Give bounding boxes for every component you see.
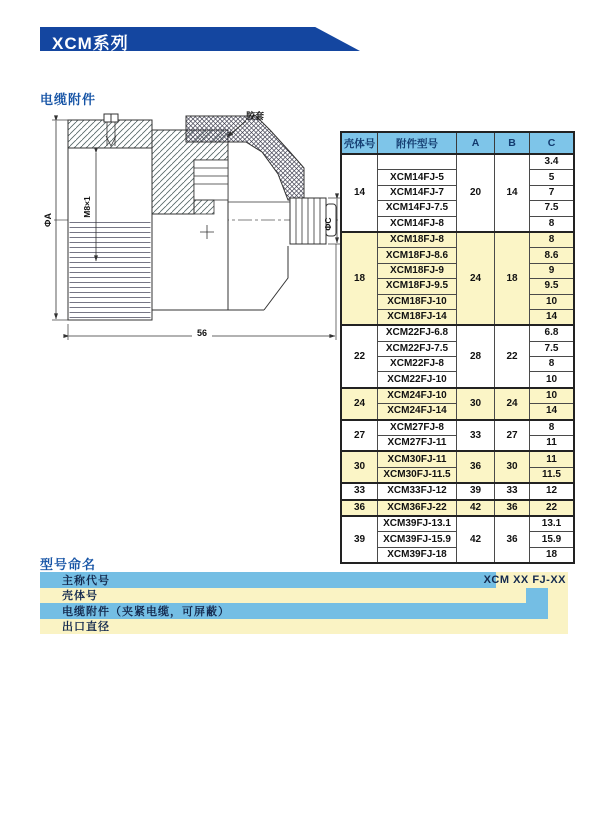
model-cell: XCM39FJ-15.9 — [378, 532, 457, 547]
dim-c-cell: 13.1 — [530, 516, 575, 532]
naming-bar-riser — [526, 588, 548, 604]
connector-cross-section-drawing — [40, 108, 342, 352]
dim-c-cell: 11 — [530, 436, 575, 452]
model-cell: XCM14FJ-5 — [378, 170, 457, 185]
dim-c-cell: 11 — [530, 451, 575, 467]
dim-c-cell: 9 — [530, 263, 575, 278]
thread-label: M8×1 — [82, 196, 92, 218]
model-cell: XCM18FJ-10 — [378, 294, 457, 309]
dim-a-cell: 36 — [457, 451, 495, 483]
dim-c-cell: 10 — [530, 388, 575, 404]
dim-c-cell: 15.9 — [530, 532, 575, 547]
dim-a-cell: 20 — [457, 154, 495, 232]
col-header-model: 附件型号 — [378, 132, 457, 154]
model-cell: XCM18FJ-9 — [378, 263, 457, 278]
model-cell: XCM27FJ-11 — [378, 436, 457, 452]
table-row — [341, 325, 574, 341]
shell-cell: 36 — [341, 500, 378, 516]
col-header-a: A — [457, 132, 495, 154]
shell-cell: 18 — [341, 232, 378, 325]
model-cell: XCM18FJ-8.6 — [378, 248, 457, 263]
table-row — [341, 500, 574, 516]
model-cell: XCM30FJ-11 — [378, 451, 457, 467]
accessory-table — [340, 131, 575, 564]
dim-a-cell: 42 — [457, 500, 495, 516]
dim-c-cell: 14 — [530, 309, 575, 325]
model-cell: XCM22FJ-6.8 — [378, 325, 457, 341]
dim-c-cell: 8 — [530, 357, 575, 372]
shell-cell: 30 — [341, 451, 378, 483]
naming-label-outlet-diameter: 出口直径 — [62, 621, 110, 634]
dim-a-cell: 28 — [457, 325, 495, 388]
dim-c-cell: 10 — [530, 294, 575, 309]
col-header-b: B — [495, 132, 530, 154]
series-title: XCM系列 — [52, 34, 129, 53]
dim-c-cell: 12 — [530, 483, 575, 499]
naming-label-cable-accessory: 电缆附件（夹紧电缆，可屏蔽） — [62, 605, 230, 618]
model-cell: XCM18FJ-14 — [378, 309, 457, 325]
nut-knurling — [70, 222, 151, 318]
model-cell: XCM39FJ-18 — [378, 547, 457, 563]
dim-c-cell: 22 — [530, 500, 575, 516]
dim-b-cell: 33 — [495, 483, 530, 499]
shell-cell: 14 — [341, 154, 378, 232]
col-header-c: C — [530, 132, 575, 154]
dim-a-cell: 30 — [457, 388, 495, 420]
model-naming-heading: 型号命名 — [40, 557, 97, 572]
table-row — [341, 232, 574, 248]
dim-c-cell: 9.5 — [530, 279, 575, 294]
shell-cell: 22 — [341, 325, 378, 388]
dim-c-cell: 14 — [530, 404, 575, 420]
model-cell — [378, 154, 457, 170]
dim-c-cell: 10 — [530, 372, 575, 388]
shell-cell: 39 — [341, 516, 378, 563]
dim-c-cell: 18 — [530, 547, 575, 563]
rear-cone-outline — [228, 202, 290, 310]
model-cell: XCM22FJ-7.5 — [378, 341, 457, 356]
dim-b-cell: 14 — [495, 154, 530, 232]
dim-b-cell: 27 — [495, 420, 530, 452]
dim-a-cell: 42 — [457, 516, 495, 563]
dim-a-cell: 24 — [457, 232, 495, 325]
dim-b-cell: 24 — [495, 388, 530, 420]
table-row — [341, 154, 574, 170]
dim-c-cell: 7.5 — [530, 341, 575, 356]
dim-b-cell: 18 — [495, 232, 530, 325]
dim-c-cell: 6.8 — [530, 325, 575, 341]
naming-code-text: XCM XX FJ-XX — [483, 573, 566, 586]
model-cell: XCM30FJ-11.5 — [378, 467, 457, 483]
shell-cell: 24 — [341, 388, 378, 420]
dim-c-cell: 8 — [530, 232, 575, 248]
shell-cell: 27 — [341, 420, 378, 452]
cable-accessory-heading: 电缆附件 — [40, 92, 97, 107]
table-row — [341, 420, 574, 436]
dim-c-cell: 7.5 — [530, 201, 575, 216]
table-row — [341, 388, 574, 404]
dim-c-cell: 3.4 — [530, 154, 575, 170]
naming-label-shell-number: 壳体号 — [62, 590, 98, 603]
table-header-row — [341, 132, 574, 154]
col-header-shell: 壳体号 — [341, 132, 378, 154]
dim-b-cell: 36 — [495, 500, 530, 516]
naming-label-main-code: 主称代号 — [62, 574, 110, 587]
accessory-table-body — [341, 154, 574, 563]
dim-a-cell: 39 — [457, 483, 495, 499]
dia-a-label: ΦA — [43, 213, 53, 227]
table-row — [341, 483, 574, 499]
model-cell: XCM14FJ-7.5 — [378, 201, 457, 216]
dim-b-cell: 36 — [495, 516, 530, 563]
dim-c-cell: 5 — [530, 170, 575, 185]
model-cell: XCM24FJ-14 — [378, 404, 457, 420]
dim-c-cell: 8 — [530, 420, 575, 436]
shell-cell: 33 — [341, 483, 378, 499]
model-cell: XCM36FJ-22 — [378, 500, 457, 516]
dia-c-label: ΦC — [323, 217, 333, 231]
model-naming-diagram — [40, 572, 568, 634]
model-cell: XCM18FJ-8 — [378, 232, 457, 248]
model-cell: XCM22FJ-10 — [378, 372, 457, 388]
length-label: 56 — [196, 328, 208, 338]
model-cell: XCM33FJ-12 — [378, 483, 457, 499]
model-cell: XCM14FJ-7 — [378, 185, 457, 200]
model-cell: XCM27FJ-8 — [378, 420, 457, 436]
table-row — [341, 451, 574, 467]
dim-b-cell: 30 — [495, 451, 530, 483]
table-row — [341, 516, 574, 532]
model-cell: XCM18FJ-9.5 — [378, 279, 457, 294]
model-cell: XCM39FJ-13.1 — [378, 516, 457, 532]
dim-c-cell: 7 — [530, 185, 575, 200]
model-cell: XCM14FJ-8 — [378, 216, 457, 232]
model-cell: XCM22FJ-8 — [378, 357, 457, 372]
dim-c-cell: 8 — [530, 216, 575, 232]
dim-b-cell: 22 — [495, 325, 530, 388]
dim-c-cell: 8.6 — [530, 248, 575, 263]
dim-c-cell: 11.5 — [530, 467, 575, 483]
dim-a-cell: 33 — [457, 420, 495, 452]
sleeve-label: 胶套 — [246, 111, 265, 121]
model-cell: XCM24FJ-10 — [378, 388, 457, 404]
